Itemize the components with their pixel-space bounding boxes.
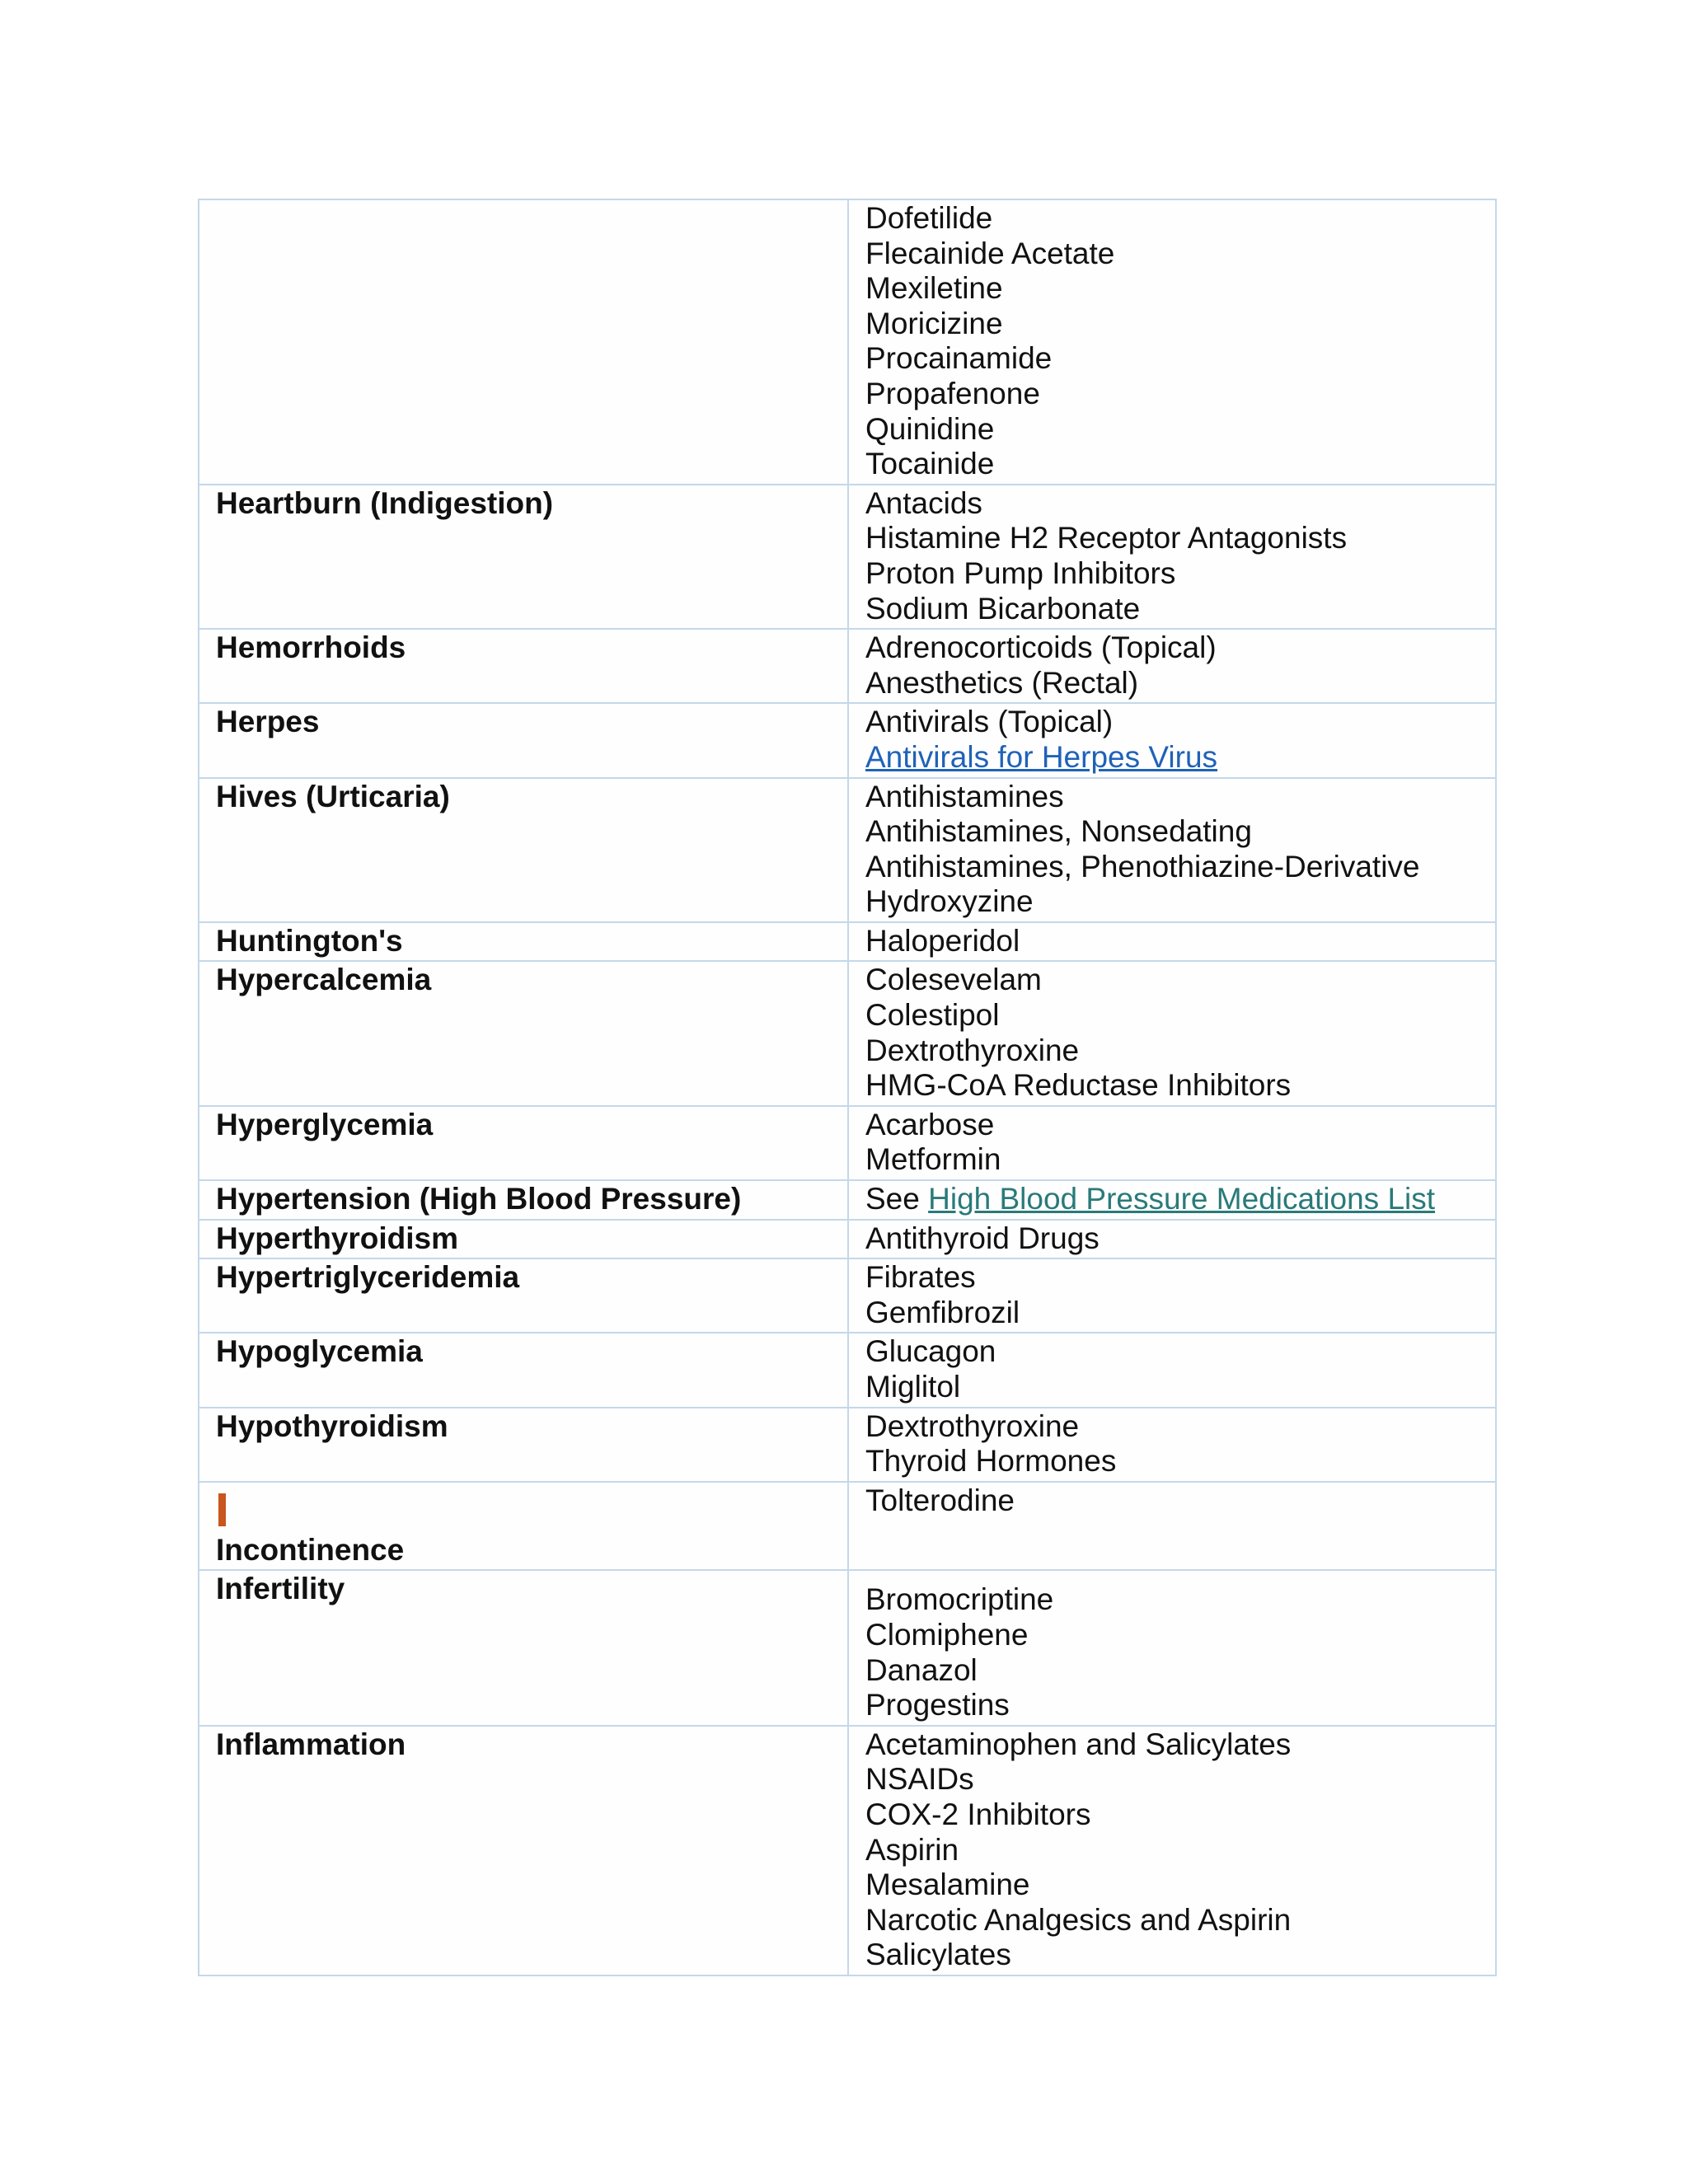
drugs-cell [848, 1220, 1496, 1259]
drug-item: Colestipol [865, 998, 1000, 1033]
section-letter-marker [218, 1493, 226, 1526]
condition-name: Huntington's [216, 923, 403, 958]
drug-item: NSAIDs [865, 1762, 974, 1797]
drugs-cell [848, 1106, 1496, 1180]
drug-item: Sodium Bicarbonate [865, 591, 1141, 626]
drug-item: Hydroxyzine [865, 884, 1034, 919]
drugs-cell [848, 961, 1496, 1105]
drug-item: Tolterodine [865, 1483, 1015, 1517]
antivirals-herpes-link[interactable]: Antivirals for Herpes Virus [865, 739, 1218, 774]
table-row [199, 1570, 1496, 1725]
see-prefix: See [865, 1182, 920, 1216]
high-blood-pressure-link[interactable]: High Blood Pressure Medications List [928, 1182, 1436, 1216]
drugs-cell [848, 629, 1496, 703]
drug-item: Tocainide [865, 447, 995, 481]
drug-item: Dofetilide [865, 201, 993, 235]
condition-cell [199, 1333, 848, 1407]
drug-item: Danazol [865, 1652, 978, 1687]
drugs-cell [848, 1482, 1496, 1571]
drugs-cell [848, 1570, 1496, 1725]
table-row [199, 1726, 1496, 1975]
drug-item: Metformin [865, 1142, 1001, 1177]
drug-item: Antivirals (Topical) [865, 705, 1114, 739]
table-row [199, 703, 1496, 777]
condition-cell [199, 1726, 848, 1975]
drugs-cell [848, 922, 1496, 962]
table-row [199, 1220, 1496, 1259]
drug-item: Fibrates [865, 1260, 976, 1295]
condition-name: Hypothyroidism [216, 1408, 448, 1443]
condition-cell [199, 1258, 848, 1333]
table-row [199, 1333, 1496, 1407]
drugs-cell [848, 199, 1496, 485]
drug-item: Aspirin [865, 1832, 959, 1867]
table-row [199, 1408, 1496, 1482]
drugs-cell [848, 1333, 1496, 1407]
drug-item: Colesevelam [865, 963, 1042, 997]
condition-name: Hyperthyroidism [216, 1221, 459, 1255]
drugs-cell [848, 1408, 1496, 1482]
condition-cell [199, 961, 848, 1105]
condition-cell [199, 1570, 848, 1725]
drugs-cell [848, 778, 1496, 922]
condition-cell [199, 629, 848, 703]
condition-name: Hypertriglyceridemia [216, 1260, 520, 1295]
drug-item: Antihistamines, Nonsedating [865, 814, 1252, 849]
drug-item: Antihistamines [865, 779, 1064, 813]
drug-item: Procainamide [865, 341, 1053, 376]
condition-cell [199, 485, 848, 629]
table-row [199, 485, 1496, 629]
table-row [199, 199, 1496, 485]
table-row [199, 629, 1496, 703]
condition-name: Heartburn (Indigestion) [216, 485, 554, 520]
drug-item: Quinidine [865, 411, 995, 446]
condition-cell [199, 1180, 848, 1220]
table-row [199, 922, 1496, 962]
drugs-cell [848, 485, 1496, 629]
drug-item: Adrenocorticoids (Topical) [865, 630, 1217, 665]
drugs-cell [848, 1258, 1496, 1333]
condition-name: Hemorrhoids [216, 630, 406, 665]
drugs-cell [848, 1180, 1496, 1220]
condition-name: Incontinence [216, 1532, 405, 1567]
table-row [199, 1106, 1496, 1180]
table-row [199, 778, 1496, 922]
condition-name: Infertility [216, 1572, 345, 1606]
condition-cell [199, 1482, 848, 1571]
drug-item: Moricizine [865, 306, 1003, 340]
drug-item: Dextrothyroxine [865, 1408, 1080, 1443]
drug-item: COX-2 Inhibitors [865, 1797, 1091, 1831]
drug-item: HMG-CoA Reductase Inhibitors [865, 1068, 1292, 1103]
condition-cell [199, 703, 848, 777]
drug-item: Mesalamine [865, 1868, 1030, 1902]
condition-cell [199, 1220, 848, 1259]
drug-item: Bromocriptine [865, 1582, 1054, 1617]
condition-name: Hypoglycemia [216, 1334, 423, 1369]
drug-item: Antihistamines, Phenothiazine-Derivative [865, 849, 1420, 883]
drug-item: Narcotic Analgesics and Aspirin [865, 1902, 1292, 1937]
drug-item: Salicylates [865, 1938, 1011, 1972]
condition-cell [199, 1106, 848, 1180]
drug-item: Propafenone [865, 376, 1040, 410]
drug-item: Mexiletine [865, 271, 1003, 306]
drugs-cell [848, 703, 1496, 777]
condition-name: Hypercalcemia [216, 963, 432, 997]
drug-item: Clomiphene [865, 1617, 1029, 1652]
condition-cell [199, 199, 848, 485]
drug-item: Miglitol [865, 1370, 961, 1404]
medications-table [198, 199, 1497, 1976]
condition-name: Inflammation [216, 1727, 406, 1761]
condition-cell [199, 1408, 848, 1482]
drug-item: Thyroid Hormones [865, 1444, 1117, 1479]
condition-name: Hypertension (High Blood Pressure) [216, 1182, 742, 1216]
drug-item: Gemfibrozil [865, 1295, 1020, 1329]
condition-name: Herpes [216, 705, 320, 739]
drug-item: Anesthetics (Rectal) [865, 665, 1139, 700]
drug-item: Haloperidol [865, 923, 1020, 958]
drug-item: Antacids [865, 485, 982, 520]
drug-item: Flecainide Acetate [865, 236, 1115, 270]
condition-name: Hives (Urticaria) [216, 779, 450, 813]
drug-item: Proton Pump Inhibitors [865, 555, 1176, 590]
table-row [199, 1482, 1496, 1571]
table-row [199, 961, 1496, 1105]
drug-item: Antithyroid Drugs [865, 1221, 1100, 1255]
drug-item: Acarbose [865, 1107, 995, 1141]
table-row [199, 1258, 1496, 1333]
drug-item: Glucagon [865, 1334, 996, 1369]
table-row [199, 1180, 1496, 1220]
drug-item: Progestins [865, 1688, 1010, 1722]
drug-item: Histamine H2 Receptor Antagonists [865, 521, 1348, 555]
condition-cell [199, 778, 848, 922]
drug-item: Acetaminophen and Salicylates [865, 1727, 1292, 1761]
condition-cell [199, 922, 848, 962]
drugs-cell [848, 1726, 1496, 1975]
condition-name: Hyperglycemia [216, 1107, 434, 1141]
drug-item: Dextrothyroxine [865, 1033, 1080, 1067]
